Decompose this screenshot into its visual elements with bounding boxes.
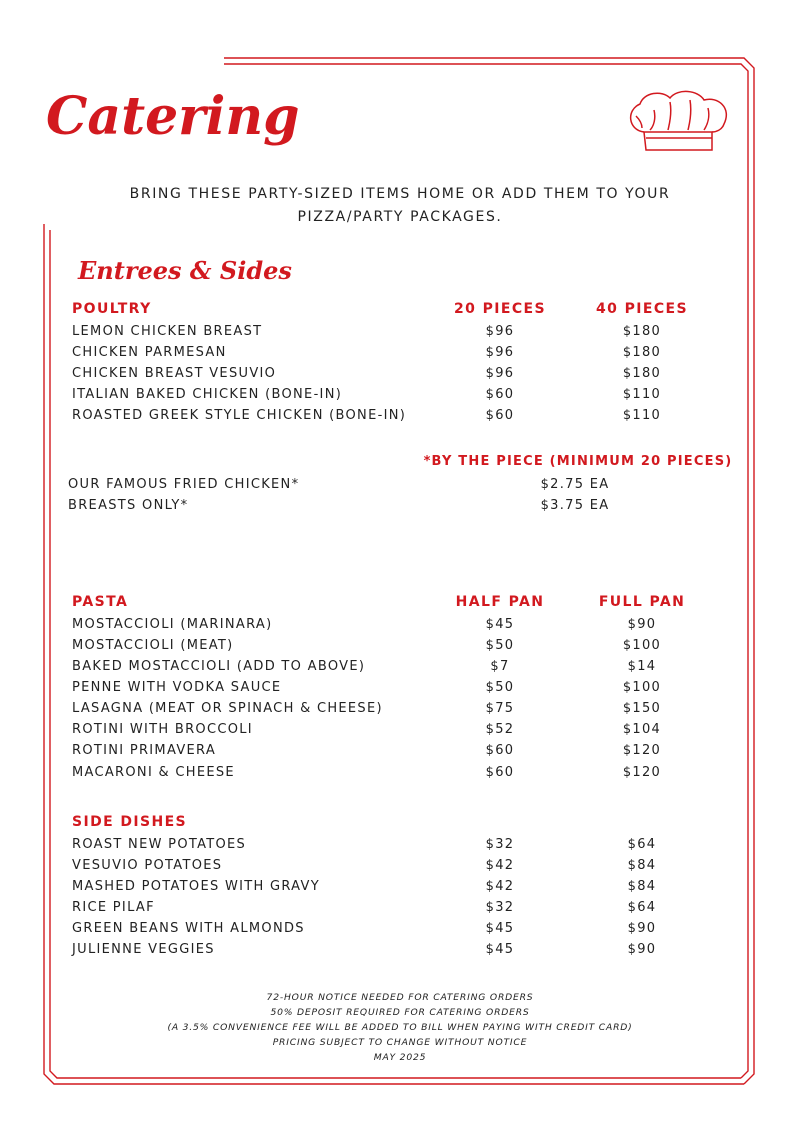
item-price: $2.75 EA: [540, 477, 610, 492]
poultry-col1-header: 20 PIECES: [454, 301, 546, 317]
pasta-item: [0, 763, 800, 783]
item-price-2: $100: [622, 680, 662, 695]
item-price-2: $120: [622, 765, 662, 780]
item-price-2: $110: [622, 387, 662, 402]
pasta-col1-header: HALF PAN: [455, 594, 545, 610]
item-price-2: $84: [627, 879, 657, 894]
footer-note-fee: (A 3.5% CONVENIENCE FEE WILL BE ADDED TO BILL WHEN PAYING WITH CREDIT CARD): [167, 1022, 633, 1033]
pasta-col2-header: FULL PAN: [598, 594, 686, 610]
item-price-2: $150: [622, 701, 662, 716]
side-item: [0, 898, 800, 918]
intro-line-2: PIZZA/PARTY PACKAGES.: [297, 209, 503, 225]
side-item: [0, 835, 800, 855]
item-price-2: $180: [622, 324, 662, 339]
item-price-1: $60: [485, 743, 515, 758]
item-price-2: $64: [627, 900, 657, 915]
item-name: ROTINI WITH BROCCOLI: [72, 722, 253, 737]
item-name: VESUVIO POTATOES: [72, 858, 223, 873]
item-price-1: $96: [485, 345, 515, 360]
poultry-item: [0, 406, 800, 426]
item-price-1: $50: [485, 638, 515, 653]
footer-note-pricing: PRICING SUBJECT TO CHANGE WITHOUT NOTICE: [272, 1037, 528, 1048]
item-price-2: $180: [622, 366, 662, 381]
item-price-2: $90: [627, 921, 657, 936]
item-price-1: $32: [485, 837, 515, 852]
pasta-item: [0, 678, 800, 698]
poultry-item: [0, 322, 800, 342]
item-price-2: $14: [627, 659, 657, 674]
item-name: MASHED POTATOES WITH GRAVY: [72, 879, 320, 894]
poultry-header: POULTRY: [72, 301, 152, 317]
item-price-2: $104: [622, 722, 662, 737]
item-name: BAKED MOSTACCIOLI (ADD TO ABOVE): [72, 659, 366, 674]
footer-note-deposit: 50% DEPOSIT REQUIRED FOR CATERING ORDERS: [270, 1007, 530, 1018]
item-name: ROTINI PRIMAVERA: [72, 743, 217, 758]
poultry-col2-header: 40 PIECES: [596, 301, 688, 317]
pasta-header-row: [0, 592, 800, 612]
item-price-2: $90: [627, 942, 657, 957]
pasta-item: [0, 657, 800, 677]
item-name: PENNE WITH VODKA SAUCE: [72, 680, 282, 695]
side-item: [0, 877, 800, 897]
item-price-2: $120: [622, 743, 662, 758]
side-item: [0, 940, 800, 960]
item-name: ROAST NEW POTATOES: [72, 837, 247, 852]
item-price-2: $100: [622, 638, 662, 653]
side-item: [0, 919, 800, 939]
intro-line-1: BRING THESE PARTY-SIZED ITEMS HOME OR ADD THEM TO YOUR: [129, 186, 671, 202]
chef-hat-icon: [624, 86, 734, 156]
pasta-item: [0, 636, 800, 656]
by-piece-item: [0, 475, 800, 495]
item-name: BREASTS ONLY*: [68, 498, 189, 513]
item-price-1: $7: [490, 659, 510, 674]
item-price-1: $50: [485, 680, 515, 695]
poultry-header-row: [0, 299, 800, 319]
item-price-1: $75: [485, 701, 515, 716]
section-title-entrees-sides: Entrees & Sides: [78, 256, 292, 285]
item-name: MACARONI & CHEESE: [72, 765, 235, 780]
item-price-2: $110: [622, 408, 662, 423]
poultry-item: [0, 343, 800, 363]
item-name: CHICKEN PARMESAN: [72, 345, 227, 360]
footer-date: MAY 2025: [373, 1052, 427, 1063]
item-price-2: $90: [627, 617, 657, 632]
item-price-1: $52: [485, 722, 515, 737]
pasta-item: [0, 741, 800, 761]
footer-note-notice: 72-HOUR NOTICE NEEDED FOR CATERING ORDERS: [266, 992, 534, 1003]
item-price-2: $180: [622, 345, 662, 360]
item-name: ROASTED GREEK STYLE CHICKEN (BONE-IN): [72, 408, 407, 423]
item-price-1: $45: [485, 921, 515, 936]
item-price: $3.75 EA: [540, 498, 610, 513]
item-price-1: $60: [485, 408, 515, 423]
pasta-item: [0, 699, 800, 719]
sides-header-row: [0, 812, 800, 832]
item-price-2: $64: [627, 837, 657, 852]
item-price-1: $32: [485, 900, 515, 915]
item-price-1: $96: [485, 324, 515, 339]
poultry-item: [0, 364, 800, 384]
by-the-piece-header: *BY THE PIECE (MINIMUM 20 PIECES): [423, 454, 733, 469]
item-name: LASAGNA (MEAT OR SPINACH & CHEESE): [72, 701, 383, 716]
item-price-1: $60: [485, 765, 515, 780]
item-name: JULIENNE VEGGIES: [72, 942, 215, 957]
item-name: OUR FAMOUS FRIED CHICKEN*: [68, 477, 300, 492]
item-price-1: $96: [485, 366, 515, 381]
poultry-item: [0, 385, 800, 405]
item-name: LEMON CHICKEN BREAST: [72, 324, 263, 339]
pasta-item: [0, 720, 800, 740]
item-price-1: $42: [485, 879, 515, 894]
pasta-item: [0, 615, 800, 635]
item-price-1: $45: [485, 942, 515, 957]
by-piece-item: [0, 496, 800, 516]
sides-header: SIDE DISHES: [72, 814, 188, 830]
item-price-1: $42: [485, 858, 515, 873]
item-name: RICE PILAF: [72, 900, 155, 915]
item-price-1: $60: [485, 387, 515, 402]
item-price-2: $84: [627, 858, 657, 873]
side-item: [0, 856, 800, 876]
item-name: CHICKEN BREAST VESUVIO: [72, 366, 277, 381]
item-price-1: $45: [485, 617, 515, 632]
page-title: Catering: [46, 86, 300, 147]
pasta-header: PASTA: [72, 594, 129, 610]
item-name: MOSTACCIOLI (MEAT): [72, 638, 234, 653]
item-name: GREEN BEANS WITH ALMONDS: [72, 921, 305, 936]
item-name: MOSTACCIOLI (MARINARA): [72, 617, 273, 632]
item-name: ITALIAN BAKED CHICKEN (BONE-IN): [72, 387, 343, 402]
